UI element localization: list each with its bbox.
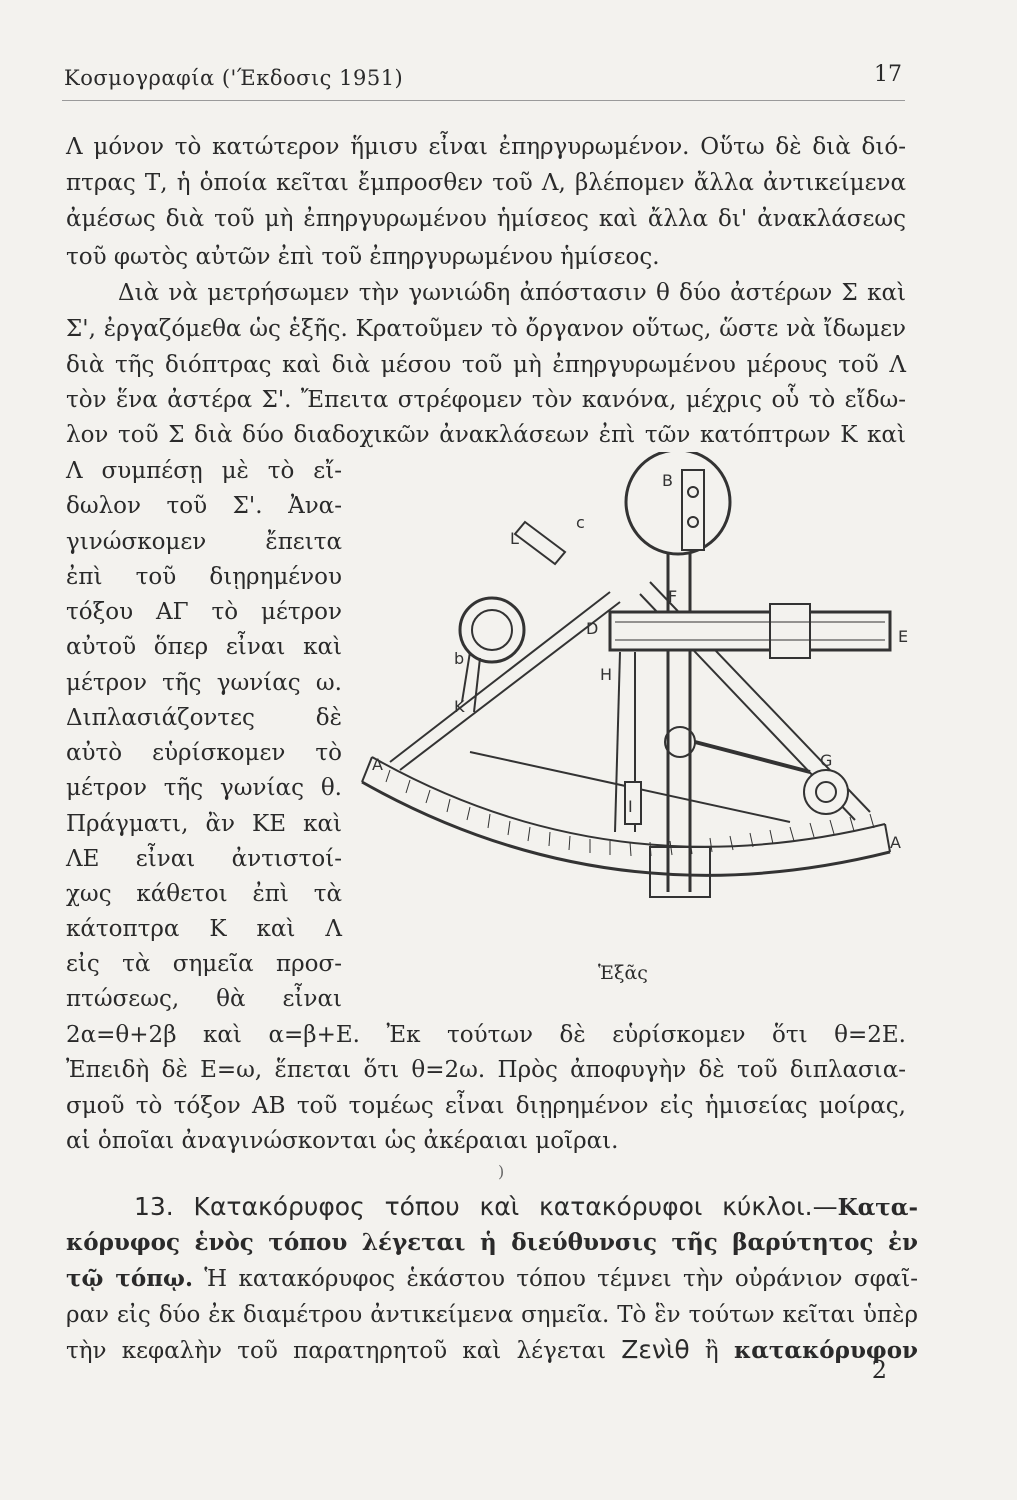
narrow-line: ΛΕ εἶναι ἀντιστοί- <box>66 846 342 872</box>
text-line: τοῦ φωτὸς αὐτῶν ἐπὶ τοῦ ἐπηργυρωμένου ἡμίσεος. <box>66 244 660 270</box>
label-A-right: A <box>890 833 901 852</box>
label-E: E <box>898 627 909 646</box>
header-rule <box>62 100 905 101</box>
text-span: Ἡ κατακόρυφος ἑκάστου τόπου τέμνει τὴν οὐράνιον σφαῖ- <box>192 1266 918 1292</box>
label-I: I <box>628 797 633 816</box>
zenith-term: Ζενὶθ <box>621 1335 690 1364</box>
narrow-line: μέτρον τῆς γωνίας ω. <box>66 670 342 696</box>
vertical-term: κατακόρυφον <box>733 1337 919 1364</box>
narrow-line: χως κάθετοι ἐπὶ τὰ <box>66 881 342 907</box>
label-c: c <box>576 513 585 532</box>
narrow-line: Λ συμπέσῃ μὲ τὸ εἴ- <box>66 458 342 484</box>
definition-line: κόρυφος ἑνὸς τόπου λέγεται ἡ διεύθυνσις τῆς βαρύτητος ἐν <box>66 1229 918 1256</box>
narrow-line: γινώσκομεν ἔπειτα <box>66 529 342 555</box>
narrow-line: Διπλασιάζοντες δὲ <box>66 705 342 731</box>
label-D: D <box>586 619 599 638</box>
text-line: τὸν ἕνα ἀστέρα Σ'. Ἔπειτα στρέφομεν τὸν κανόνα, μέχρις οὗ τὸ εἴδω- <box>66 387 906 413</box>
narrow-line: Πράγματι, ἂν ΚΕ καὶ <box>66 811 342 837</box>
label-K: K <box>454 697 465 716</box>
text-line: Λ μόνον τὸ κατώτερον ἥμισυ εἶναι ἐπηργυρωμένον. Οὕτω δὲ διὰ διό- <box>66 134 906 160</box>
running-head: Κοσμογραφία ('Έκδοσις 1951) <box>64 66 404 90</box>
sextant-illustration <box>350 452 910 952</box>
definition-term-start: Κατα- <box>837 1194 918 1221</box>
label-F: F <box>668 587 678 606</box>
text-line <box>66 1333 918 1368</box>
text-line: διὰ τῆς διόπτρας καὶ διὰ μέσου τοῦ μὴ ἐπηργυρωμένου μέρους τοῦ Λ <box>66 352 906 378</box>
text-line: ραν εἰς δύο ἐκ διαμέτρου ἀντικείμενα σημεῖα. Τὸ ἓν τούτων κεῖται ὑπὲρ <box>66 1302 918 1328</box>
page-number: 17 <box>874 62 902 87</box>
section-heading-line <box>134 1190 918 1225</box>
narrow-line: τόξου ΑΓ τὸ μέτρον <box>66 599 342 625</box>
text-line: Σ', ἐργαζόμεθα ὡς ἑξῆς. Κρατοῦμεν τὸ ὄργανον οὕτως, ὥστε νὰ ἴδωμεν <box>66 316 906 342</box>
text-line: σμοῦ τὸ τόξον ΑΒ τοῦ τομέως εἶναι διῃρημένον εἰς ἡμισείας μοίρας, <box>66 1093 906 1119</box>
label-G: G <box>820 751 833 770</box>
narrow-line: δωλον τοῦ Σ'. Ἀνα- <box>66 493 342 519</box>
narrow-line: μέτρον τῆς γωνίας θ. <box>66 775 342 801</box>
definition-term-end: τῷ τόπῳ. <box>66 1265 193 1292</box>
narrow-line: ἐπὶ τοῦ διῃρημένου <box>66 564 342 590</box>
label-B: B <box>662 471 673 490</box>
text-span: ἢ <box>704 1338 719 1364</box>
narrow-line: εἰς τὰ σημεῖα προσ- <box>66 951 342 977</box>
signature-mark: 2 <box>871 1356 887 1384</box>
narrow-line: κάτοπτρα Κ καὶ Λ <box>66 916 342 942</box>
text-line <box>66 1262 918 1296</box>
text-line: αἱ ὁποῖαι ἀναγινώσκονται ὡς ἀκέραιαι μοῖραι. <box>66 1128 619 1154</box>
text-span: τὴν κεφαλὴν τοῦ παρατηρητοῦ καὶ λέγεται <box>66 1338 607 1364</box>
text-line: Ἐπειδὴ δὲ Ε=ω, ἕπεται ὅτι θ=2ω. Πρὸς ἀποφυγὴν δὲ τοῦ διπλασια- <box>66 1057 906 1083</box>
text-line: Διὰ νὰ μετρήσωμεν τὴν γωνιώδη ἀπόστασιν θ δύο ἀστέρων Σ καὶ <box>118 280 906 306</box>
narrow-line: πτώσεως, θὰ εἶναι <box>66 986 342 1012</box>
figure-caption: Ἑξᾶς <box>598 962 648 984</box>
stray-mark: ) <box>498 1162 505 1181</box>
label-b: b <box>454 649 465 668</box>
label-H: H <box>600 665 613 684</box>
text-line: λον τοῦ Σ διὰ δύο διαδοχικῶν ἀνακλάσεων ἐπὶ τῶν κατόπτρων Κ καὶ <box>66 422 906 448</box>
text-line: πτρας Τ, ἡ ὁποία κεῖται ἔμπροσθεν τοῦ Λ, βλέπομεν ἄλλα ἀντικείμενα <box>66 170 906 196</box>
text-line: ἀμέσως διὰ τοῦ μὴ ἐπηργυρωμένου ἡμίσεος καὶ ἄλλα δι' ἀνακλάσεως <box>66 206 906 232</box>
label-L: L <box>510 529 519 548</box>
label-A-left: A <box>372 755 383 774</box>
section-heading: 13. Κατακόρυφος τόπου καὶ κατακόρυφοι κύκλοι.— <box>134 1192 838 1221</box>
text-line: 2α=θ+2β καὶ α=β+Ε. Ἐκ τούτων δὲ εὑρίσκομεν ὅτι θ=2Ε. <box>66 1022 906 1048</box>
narrow-line: αὐτοῦ ὅπερ εἶναι καὶ <box>66 634 342 660</box>
narrow-line: αὐτὸ εὑρίσκομεν τὸ <box>66 740 342 766</box>
